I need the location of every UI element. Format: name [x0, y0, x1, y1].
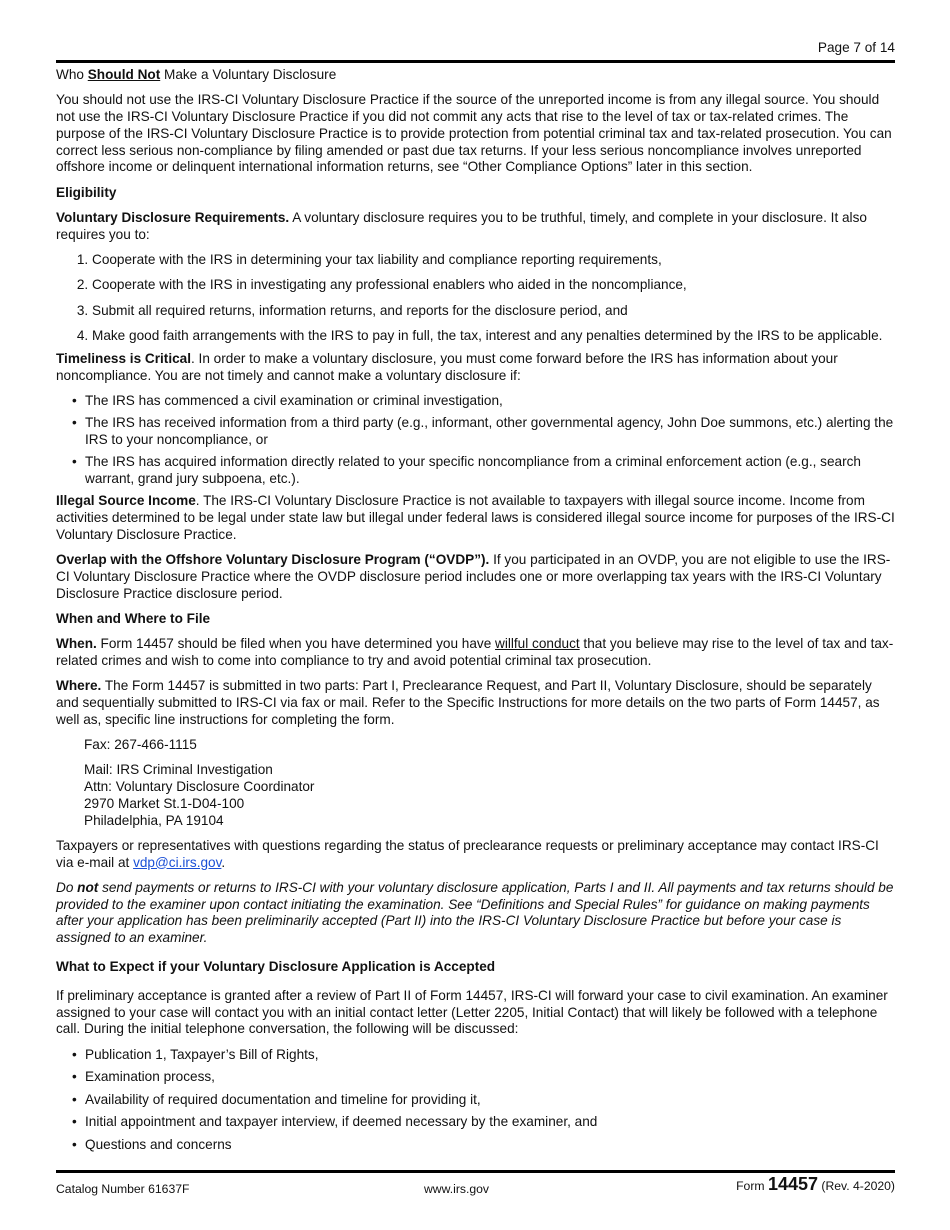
list-item: • Publication 1, Taxpayer’s Bill of Rights, [72, 1047, 319, 1063]
list-item: 2. Cooperate with the IRS in investigating any professional enablers who aided in the noncompliance, [92, 277, 895, 294]
list-item: • The IRS has acquired information directly related to your specific noncompliance from a criminal enforcement action (e.g., search warrant, grand jury subpoena, etc.). [72, 454, 861, 487]
discussion-list [56, 1047, 895, 1153]
address-line: Philadelphia, PA 19104 [84, 812, 224, 828]
fax-number: Fax: 267-466-1115 [84, 736, 197, 752]
list-item: 3. Submit all required returns, information returns, and reports for the disclosure period, and [92, 303, 895, 320]
bullet-icon: • [72, 1136, 77, 1152]
content [56, 67, 895, 1159]
bottom-rule [56, 1170, 895, 1173]
emphasis-should-not: Should Not [87, 67, 161, 82]
illegal-source-paragraph: Illegal Source Income. The IRS-CI Voluntary Disclosure Practice is not available to taxpayers with illegal source income. Income from activities determined to be legal under state law but illegal under federal laws is considered illegal source income for purposes of the IRS-CI Voluntary Disclosure Practice. [56, 493, 895, 543]
what-to-expect-heading: What to Expect if your Voluntary Disclosure Application is Accepted [56, 958, 496, 974]
contact-paragraph: Taxpayers or representatives with questions regarding the status of preclearance requests or preliminary acceptance may contact IRS-CI via e-mail at vdp@ci.irs.gov. [56, 837, 879, 870]
list-item: • Questions and concerns [72, 1136, 232, 1152]
list-item: • The IRS has received information from a third party (e.g., informant, other governmental agency, John Doe summons, etc.) alerting the IRS to your noncompliance, or [72, 415, 894, 447]
list-item: • The IRS has commenced a civil examination or criminal investigation, [72, 392, 503, 408]
bullet-icon: • [72, 1114, 77, 1130]
bullet-icon: • [72, 1047, 77, 1063]
bullet-icon: • [72, 1069, 77, 1085]
form-identifier: Form 14457 (Rev. 4-2020) [736, 1174, 895, 1194]
bullet-icon: • [72, 415, 77, 431]
list-item: • Availability of required documentation and timeline for providing it, [72, 1091, 481, 1107]
where-paragraph: Where. The Form 14457 is submitted in two parts: Part I, Preclearance Request, and Part II, Voluntary Disclosure, should be separately and sequentially submitted to IRS-CI via fax or mail. Refer to the Specific Instructions for more details on the two parts of Form 14457, as well as, specific line instructions for completing the form. [56, 678, 880, 727]
list-item: • Examination process, [72, 1069, 215, 1085]
bullet-icon: • [72, 1091, 77, 1107]
requirements-list [56, 252, 895, 345]
bullet-icon: • [72, 454, 77, 470]
list-item: 4. Make good faith arrangements with the IRS to pay in full, the tax, interest and any penalties determined by the IRS to be applicable. [92, 328, 895, 345]
section-title-who-should-not: Who Should Not Make a Voluntary Disclosure [56, 67, 337, 82]
eligibility-heading: Eligibility [56, 184, 117, 200]
address-line: Mail: IRS Criminal Investigation [84, 762, 273, 778]
website: www.irs.gov [424, 1182, 490, 1196]
address-line: 2970 Market St.1-D04-100 [84, 795, 245, 811]
what-to-expect-body: If preliminary acceptance is granted after a review of Part II of Form 14457, IRS-CI will forward your case to civil examination. An examiner assigned to your case will contact you with an initial contact letter (Letter 2205, Initial Contact) that will likely be followed with a telephone call. During the initial telephone conversation, the following will be discussed: [56, 987, 888, 1037]
mailing-address [56, 762, 895, 829]
top-rule [56, 60, 895, 63]
timeliness-list [56, 393, 895, 488]
payments-note: Do not send payments or returns to IRS-CI with your voluntary disclosure application, Parts I and II. All payments and tax returns should be provided to the examiner upon contact initiating the examination. See “Definitions and Special Rules” for guidance on making payments after your application has been preliminarily accepted (Part II) into the IRS-CI Voluntary Disclosure Practice but before your case is assigned to an examiner. [56, 879, 894, 946]
page-number: Page 7 of 14 [817, 40, 895, 55]
when-where-heading: When and Where to File [56, 611, 211, 627]
who-should-not-body: You should not use the IRS-CI Voluntary Disclosure Practice if the source of the unreported income is from any illegal source. You should not use the IRS-CI Voluntary Disclosure Practice if you did not commit any acts that rise to the level of tax or tax-related crimes. The purpose of the IRS-CI Voluntary Disclosure Practice is to provide protection from potential criminal tax and tax-related prosecution. You can correct less serious non-compliance by filing amended or past due tax returns. If your less serious noncompliance involves unreported offshore income or delinquent international information returns, see “Other Compliance Options” later in this section. [56, 92, 892, 175]
email-link[interactable]: vdp@ci.irs.gov [133, 854, 222, 870]
address-line: Attn: Voluntary Disclosure Coordinator [84, 778, 315, 794]
bullet-icon: • [72, 392, 77, 408]
page-footer [56, 1170, 895, 1194]
list-item: • Initial appointment and taxpayer interview, if deemed necessary by the examiner, and [72, 1114, 598, 1130]
form-number: 14457 [767, 1174, 818, 1194]
requirements-paragraph: Voluntary Disclosure Requirements. A voluntary disclosure requires you to be truthful, timely, and complete in your disclosure. It also requires you to: [56, 209, 867, 242]
list-item: 1. Cooperate with the IRS in determining your tax liability and compliance reporting requirements, [92, 252, 895, 269]
catalog-number: Catalog Number 61637F [56, 1182, 190, 1196]
ovdp-overlap-paragraph: Overlap with the Offshore Voluntary Disclosure Program (“OVDP”). If you participated in an OVDP, you are not eligible to use the IRS-CI Voluntary Disclosure Practice where the OVDP disclosure period includes one or more overlapping tax years with the IRS-CI Voluntary Disclosure Practice disclosure period. [56, 552, 891, 601]
timeliness-paragraph: Timeliness is Critical. In order to make a voluntary disclosure, you must come forward before the IRS has information about your noncompliance. You are not timely and cannot make a voluntary disclosure if: [56, 350, 838, 383]
when-paragraph: When. Form 14457 should be filed when you have determined you have willful conduct that you believe may rise to the level of tax and tax-related crimes and wish to come into compliance to try and avoid potential criminal tax prosecution. [56, 636, 894, 668]
